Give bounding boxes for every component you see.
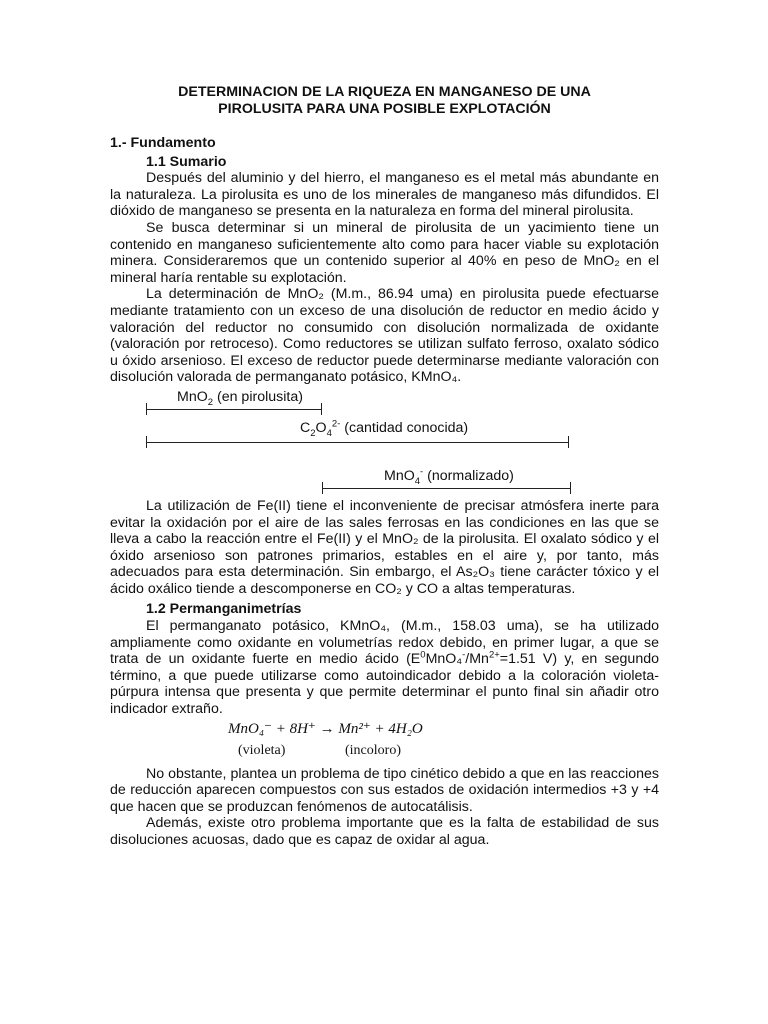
label-violeta: (violeta)	[238, 742, 286, 758]
paragraph-permanganimetrias-2: No obstante, plantea un problema de tipo cinético debido a que en las reacciones de reducción aparecen compuestos con sus estados de oxidación intermedios +3 y +4 que hacen que se produzcan fenómenos de autocatálisis.	[110, 765, 659, 815]
line-c2o4	[146, 442, 568, 443]
document-page	[110, 84, 659, 849]
paragraph-permanganimetrias-3: Además, existe otro problema importante que es la falta de estabilidad de sus disoluciones acuosas, dado que es capaz de oxidar al agua.	[110, 815, 659, 848]
paragraph-sumario-3: La determinación de MnO₂ (M.m., 86.94 uma) en pirolusita puede efectuarse mediante tratamiento con un exceso de una disolución de reductor en medio ácido y valoración del reductor no consumido con disolución normalizada de oxidante (valoración por retroceso). Como reductores se utilizan sulfato ferroso, oxalato sódico u óxido arsenioso. El exceso de reductor puede determinarse mediante valoración con disolución valorada de permanganato potásico, KMnO₄.	[110, 286, 659, 386]
paragraph-sumario-4: La utilización de Fe(II) tiene el inconveniente de precisar atmósfera inerte para evitar la oxidación por el aire de las sales ferrosas en las condiciones en las que se lleva a cabo la reacción entre el Fe(II) y el MnO₂ de la pirolusita. El oxalato sódico y el óxido arsenioso son patrones primarios, estables en el aire y, por tanto, más adecuados para esta determinación. Sin embargo, el As₂O₃ tiene carácter tóxico y el ácido oxálico tiende a descomponerse en CO₂ y CO a altas temperaturas.	[110, 497, 659, 597]
paragraph-sumario-2: Se busca determinar si un mineral de pirolusita de un yacimiento tiene un contenido en manganeso suficientemente alto como para hacer viable su explotación minera. Consideraremos que un contenido superior al 40% en peso de MnO₂ en el mineral haría rentable su explotación.	[110, 219, 659, 286]
document-title	[110, 84, 659, 118]
paragraph-permanganimetrias-1: El permanganato potásico, KMnO₄, (M.m., 158.03 uma), se ha utilizado ampliamente como oxidante en volumetrías redox debido, en primer lugar, a que se trata de un oxidante fuerte en medio ácido ($E^0MnO_4^-/Mn^{2+}=1.51$ V) y, en segundo término, a que puede utilizarse como autoindicador debido a la coloración violeta-púrpura intensa que presenta y que permite determinar el punto final sin añadir otro indicador extraño.	[110, 618, 659, 718]
tick-mno2-right	[321, 403, 322, 415]
back-titration-diagram	[110, 389, 659, 496]
title-line-1: DETERMINACION DE LA RIQUEZA EN MANGANESO DE UNA	[178, 84, 591, 100]
label-incoloro: (incoloro)	[345, 742, 401, 758]
tick-mno2-left	[146, 403, 147, 415]
tick-mno4-left	[322, 482, 323, 494]
label-c2o4: $C_2O_4^{2-}$ (cantidad conocida)	[300, 418, 469, 439]
tick-mno4-right	[570, 482, 571, 494]
subsection-heading-permanganimetrias: 1.2 Permanganimetrías	[146, 601, 302, 618]
section-heading-fundamento: 1.- Fundamento	[110, 135, 216, 151]
label-mno2: MnO$_2$ (en pirolusita)	[177, 388, 303, 408]
title-line-2: PIROLUSITA PARA UNA POSIBLE EXPLOTACIÓN	[218, 101, 551, 117]
label-mno4: MnO$_4$- (normalizado)	[384, 466, 514, 487]
paragraph-sumario-1: Después del aluminio y del hierro, el manganeso es el metal más abundante en la naturaleza. La pirolusita es uno de los minerales de manganeso más difundidos. El dióxido de manganeso se presenta en la naturaleza en forma del mineral pirolusita.	[110, 170, 659, 220]
tick-c2o4-left	[146, 436, 147, 448]
line-mno4	[322, 488, 570, 489]
reaction-formula: MnO₄⁻ + 8H⁺ → Mn²⁺ + 4H₂O	[228, 720, 423, 737]
tick-c2o4-right	[568, 436, 569, 448]
permanganate-reaction-equation	[110, 721, 659, 761]
subsection-heading-sumario: 1.1 Sumario	[146, 153, 227, 170]
line-mno2	[146, 409, 321, 410]
